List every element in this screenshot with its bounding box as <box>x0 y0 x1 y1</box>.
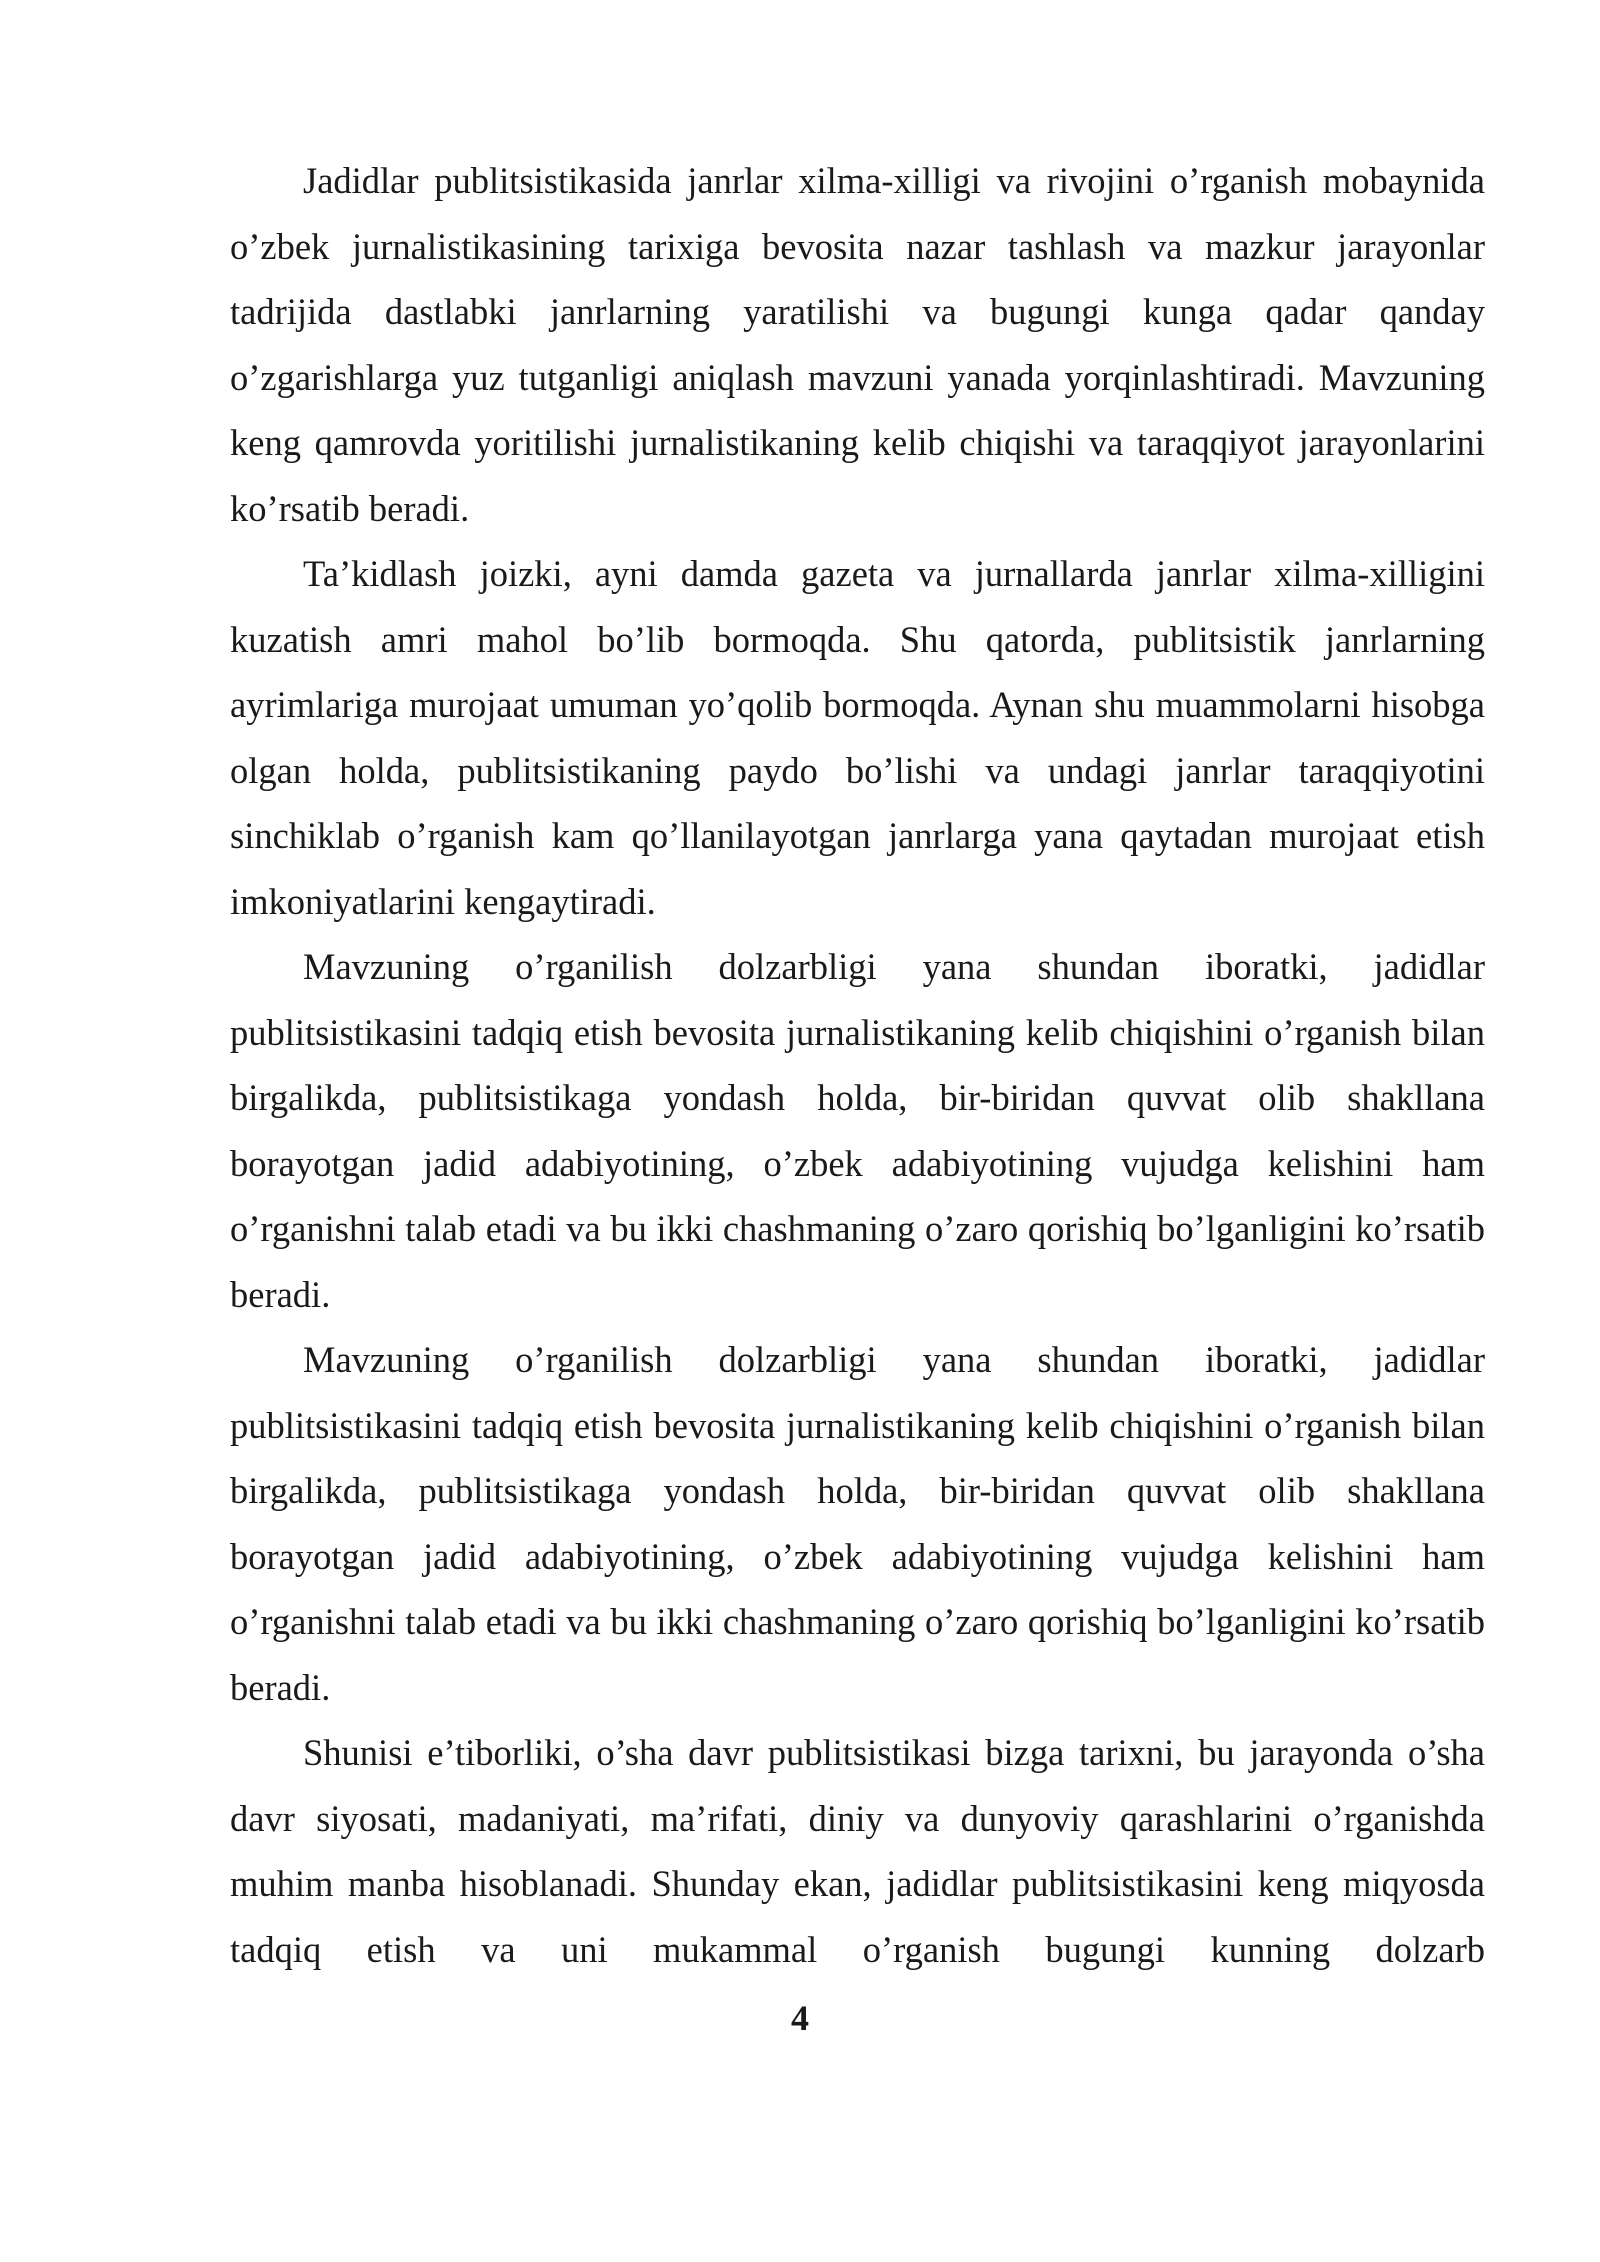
paragraph-4: Mavzuning o’rganilish dolzarbligi yana shundan iboratki, jadidlar publitsistikasini tadqiq etish bevosita jurnalistikaning kelib chiqishini o’rganish bilan birgalikda, publitsistikaga yondash holda, bir-biridan quvvat olib shakllana borayotgan jadid adabiyotining, o’zbek adabiyotining vujudga kelishini ham o’rganishni talab etadi va bu ikki chashmaning o’zaro qorishiq bo’lganligini ko’rsatib beradi. <box>230 1339 1485 1708</box>
page-number: 4 <box>791 1998 809 2038</box>
paragraph-3: Mavzuning o’rganilish dolzarbligi yana shundan iboratki, jadidlar publitsistikasini tadqiq etish bevosita jurnalistikaning kelib chiqishini o’rganish bilan birgalikda, publitsistikaga yondash holda, bir-biridan quvvat olib shakllana borayotgan jadid adabiyotining, o’zbek adabiyotining vujudga kelishini ham o’rganishni talab etadi va bu ikki chashmaning o’zaro qorishiq bo’lganligini ko’rsatib beradi. <box>230 946 1485 1315</box>
paragraph-1: Jadidlar publitsistikasida janrlar xilma-xilligi va rivojini o’rganish mobaynida o’zbek jurnalistikasining tarixiga bevosita nazar tashlash va mazkur jarayonlar tadrijida dastlabki janrlarning yaratilishi va bugungi kunga qadar qanday o’zgarishlarga yuz tutganligi aniqlash mavzuni yanada yorqinlashtiradi. Mavzuning keng qamrovda yoritilishi jurnalistikaning kelib chiqishi va taraqqiyot jarayonlarini ko’rsatib beradi. <box>230 160 1485 529</box>
document-body <box>230 148 1485 1982</box>
paragraph-5: Shunisi e’tiborliki, o’sha davr publitsistikasi bizga tarixni, bu jarayonda o’sha davr siyosati, madaniyati, ma’rifati, diniy va dunyoviy qarashlarini o’rganishda muhim manba hisoblanadi. Shunday ekan, jadidlar publitsistikasini keng miqyosda tadqiq etish va uni mukammal o’rganish bugungi kunning dolzarb <box>230 1732 1485 1970</box>
paragraph-2: Ta’kidlash joizki, ayni damda gazeta va jurnallarda janrlar xilma-xilligini kuzatish amri mahol bo’lib bormoqda. Shu qatorda, publitsistik janrlarning ayrimlariga murojaat umuman yo’qolib bormoqda. Aynan shu muammolarni hisobga olgan holda, publitsistikaning paydo bo’lishi va undagi janrlar taraqqiyotini sinchiklab o’rganish kam qo’llanilayotgan janrlarga yana qaytadan murojaat etish imkoniyatlarini kengaytiradi. <box>230 553 1485 922</box>
